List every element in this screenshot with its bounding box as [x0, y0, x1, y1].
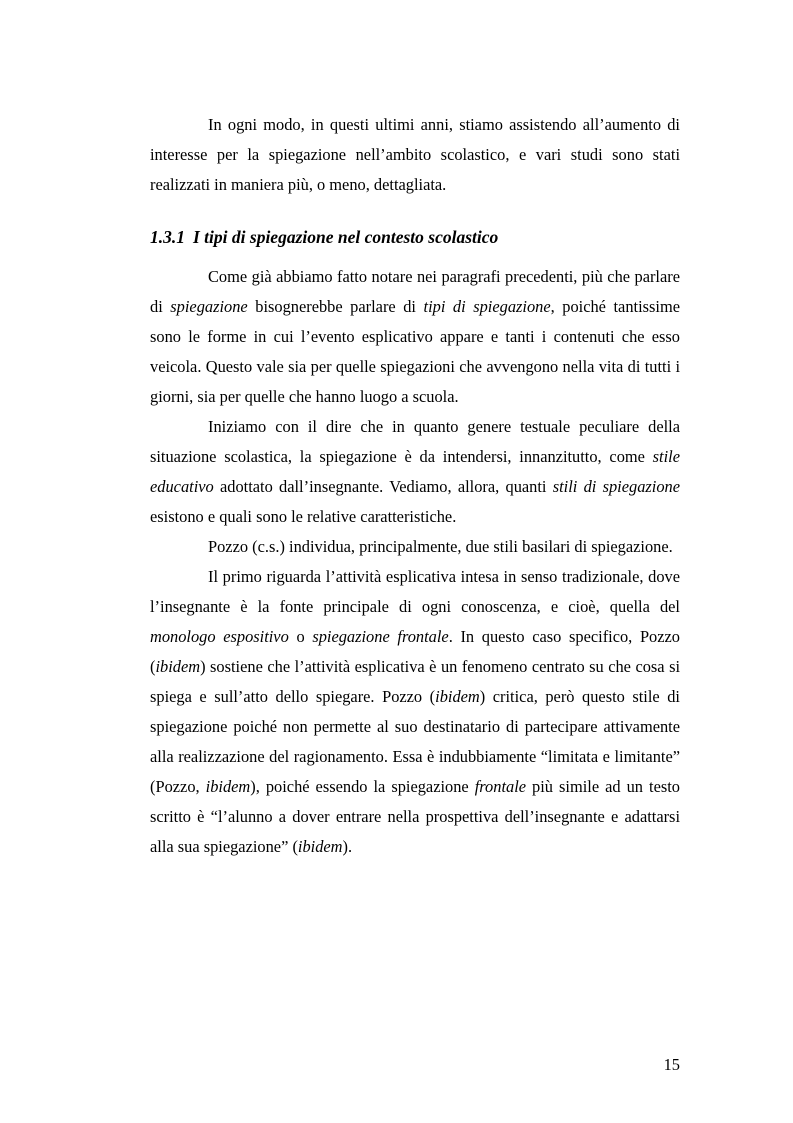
text-span: bisognerebbe parlare di — [247, 297, 424, 316]
section-title: I tipi di spiegazione nel contesto scolastico — [193, 227, 499, 247]
text-span: ), poiché essendo la spiegazione — [250, 777, 475, 796]
emphasis: spiegazione — [170, 297, 248, 316]
text-span: esistono e quali sono le relative caratteristiche. — [150, 507, 457, 526]
text-span: ) sostiene che l’attività esplicativa è un fenomeno centrato su che cosa si spiega e sull’atto dello spiegare. Pozzo ( — [150, 657, 680, 706]
section-number: 1.3.1 — [150, 227, 185, 247]
emphasis: stile educativo — [150, 447, 680, 496]
text-span: , poiché tantissime sono le forme in cui l’evento esplicativo appare e tanti i contenuti che esso veicola. Questo vale sia per quelle spiegazioni che avvengono nella vita di tutti i giorni, sia per quelle che hanno luogo a scuola. — [150, 297, 680, 406]
text-span: o — [288, 627, 313, 646]
paragraph-1 — [150, 262, 680, 412]
paragraph-4 — [150, 562, 680, 862]
paragraph-3: Pozzo (c.s.) individua, principalmente, due stili basilari di spiegazione. — [208, 537, 673, 556]
text-span: adottato dall’insegnante. Vediamo, allora, quanti — [213, 477, 553, 496]
emphasis: frontale — [474, 777, 527, 796]
text-span: Iniziamo con il dire che in quanto genere testuale peculiare della situazione scolastica, la spiegazione è da intendersi, innanzitutto, come — [150, 417, 680, 466]
emphasis: spiegazione frontale — [312, 627, 449, 646]
page-number: 15 — [663, 1055, 680, 1074]
section-heading — [150, 222, 498, 252]
text-span: ) critica, però questo stile di spiegazione poiché non permette al suo destinatario di partecipare attivamente alla realizzazione del ragionamento. Essa è indubbiamente “limitata e limitante” (Pozzo, — [150, 687, 680, 796]
paragraph-2 — [150, 412, 680, 532]
emphasis: ibidem — [435, 687, 480, 706]
text-span: . In questo caso specifico, Pozzo ( — [150, 627, 680, 676]
section-body — [150, 262, 680, 862]
emphasis: stili di spiegazione — [552, 477, 680, 496]
text-span: ). — [342, 837, 353, 856]
text-span: Il primo riguarda l’attività esplicativa intesa in senso tradizionale, dove l’insegnante è la fonte principale di ogni conoscenza, e cioè, quella del — [150, 567, 680, 616]
page-body — [150, 110, 680, 856]
text-span: più simile ad un testo scritto è “l’alunno a dover entrare nella prospettiva dell’insegnante e adattarsi alla sua spiegazione” ( — [150, 777, 680, 856]
emphasis: ibidem — [155, 657, 201, 676]
emphasis: ibidem — [297, 837, 343, 856]
emphasis: tipi di spiegazione — [423, 297, 551, 316]
intro-paragraph: In ogni modo, in questi ultimi anni, stiamo assistendo all’aumento di interesse per la spiegazione nell’ambito scolastico, e vari studi sono stati realizzati in maniera più, o meno, dettagliata. — [150, 115, 680, 194]
emphasis: monologo espositivo — [150, 627, 289, 646]
emphasis: ibidem — [205, 777, 251, 796]
text-span: Come già abbiamo fatto notare nei paragrafi precedenti, più che parlare di — [150, 267, 680, 316]
